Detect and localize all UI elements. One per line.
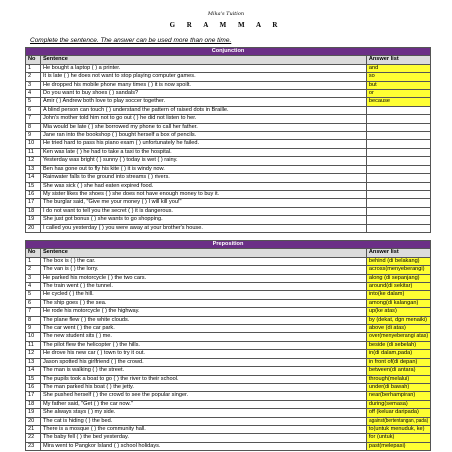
table-row (26, 425, 431, 433)
sentence-text: The burglar said, "Give me your money ( ) I will kill you!" (40, 199, 366, 207)
answer-option (366, 341, 430, 349)
answer-option (366, 325, 430, 333)
row-number: 19 (26, 216, 41, 224)
answer-option (366, 98, 430, 106)
sentence-text: Jason spotted his girlfriend ( ) the crowd. (40, 358, 366, 366)
table-row (26, 216, 431, 224)
answer-option (366, 266, 430, 274)
row-number: 1 (26, 64, 41, 72)
row-number: 17 (26, 392, 41, 400)
table-row (26, 266, 431, 274)
answer-option (366, 383, 430, 391)
answer-option (366, 174, 430, 182)
row-number: 12 (26, 157, 41, 165)
sentence-text: He tried hard to pass his piano exam ( ) unfortunately he failed. (40, 140, 366, 148)
answer-option (366, 316, 430, 324)
sentence-text: The man parked his boat ( ) the jetty. (40, 383, 366, 391)
table-row (26, 400, 431, 408)
sentence-text: Mia would be late ( ) she borrowed my phone to call her father. (40, 123, 366, 131)
row-number: 2 (26, 73, 41, 81)
row-number: 9 (26, 325, 41, 333)
answer-option-text: against(bertentangan, pada) (368, 417, 429, 424)
answer-option-text: to(untuk menuduk, ke) (368, 425, 425, 432)
row-number: 7 (26, 308, 41, 316)
answer-option (366, 123, 430, 131)
answer-option (366, 199, 430, 207)
answer-option-text: in front of(di depan) (368, 358, 418, 365)
conjunction-title: Conjunction (26, 48, 431, 56)
sentence-text: He cycled ( ) the hill. (40, 291, 366, 299)
table-row (26, 434, 431, 442)
table-row (26, 199, 431, 207)
table-row (26, 316, 431, 324)
row-number: 13 (26, 165, 41, 173)
column-header-no: No (26, 249, 41, 257)
answer-option (366, 224, 430, 232)
table-row (26, 115, 431, 123)
sentence-text: The baby fell ( ) the bed yesterday. (40, 434, 366, 442)
table-row (26, 98, 431, 106)
table-row (26, 358, 431, 366)
column-header-answer-list: Answer list (366, 249, 430, 257)
answer-option-text: along (di sepanjang) (368, 274, 420, 281)
table-row (26, 165, 431, 173)
answer-option-text: across(menyeberangi) (368, 266, 425, 273)
answer-option-text: up(ke atas) (368, 308, 397, 315)
answer-option (366, 417, 430, 425)
sentence-text: She was sick ( ) she had eaten expired food. (40, 182, 366, 190)
table-row (26, 291, 431, 299)
table-row (26, 409, 431, 417)
sentence-text: The box is ( ) the car. (40, 257, 366, 265)
answer-option (366, 207, 430, 215)
sentence-text: It is late ( ) he does not want to stop playing computer games. (40, 73, 366, 81)
answer-option (366, 299, 430, 307)
answer-option-text: past(melepasi) (368, 442, 406, 449)
sentence-text: He parked his motorcycle ( ) the two cars. (40, 274, 366, 282)
conjunction-section-header (26, 48, 431, 56)
sentence-text: The man is walking ( ) the street. (40, 367, 366, 375)
row-number: 5 (26, 291, 41, 299)
sentence-text: He rode his motorcycle ( ) the highway. (40, 308, 366, 316)
preposition-table (25, 240, 431, 451)
sentence-text: She always stays ( ) my side. (40, 409, 366, 417)
answer-option (366, 434, 430, 442)
table-row (26, 182, 431, 190)
sentence-text: Ken was late ( ) he had to take a taxi to the hospital. (40, 148, 366, 156)
answer-option (366, 375, 430, 383)
sentence-text: Jane ran into the bookshop ( ) bought herself a box of pencils. (40, 132, 366, 140)
sentence-text: The pilot flew the helicopter ( ) the hills. (40, 341, 366, 349)
table-row (26, 350, 431, 358)
answer-option (366, 81, 430, 89)
answer-option-text: but (368, 81, 377, 88)
table-row (26, 123, 431, 131)
sentence-text: There is a mosque ( ) the community hall. (40, 425, 366, 433)
row-number: 13 (26, 358, 41, 366)
answer-option (366, 308, 430, 316)
table-row (26, 64, 431, 72)
sentence-text: Rainwater falls to the ground into streams ( ) rivers. (40, 174, 366, 182)
row-number: 8 (26, 316, 41, 324)
row-number: 6 (26, 299, 41, 307)
answer-option-text: around(di sekitar) (368, 283, 413, 290)
row-number: 9 (26, 132, 41, 140)
sentence-text: Ben has gone out to fly his kite ( ) it is windy now. (40, 165, 366, 173)
row-number: 15 (26, 375, 41, 383)
answer-option (366, 132, 430, 140)
table-row (26, 190, 431, 198)
row-number: 10 (26, 333, 41, 341)
answer-option (366, 409, 430, 417)
table-row (26, 308, 431, 316)
table-row (26, 442, 431, 450)
answer-option-text: under(di bawah) (368, 383, 410, 390)
table-row (26, 299, 431, 307)
row-number: 22 (26, 434, 41, 442)
sentence-text: The new student sits ( ) me. (40, 333, 366, 341)
sentence-text: John's mother told him not to go out ( ) he did not listen to her. (40, 115, 366, 123)
answer-option (366, 190, 430, 198)
table-row (26, 392, 431, 400)
preposition-section-header (26, 241, 431, 249)
row-number: 21 (26, 425, 41, 433)
table-row (26, 325, 431, 333)
sentence-text: She just got bonus ( ) she wants to go shopping. (40, 216, 366, 224)
answer-option-text: by (dekat, dgn menaiki) (368, 316, 428, 323)
answer-option-text: off (keluar daripada) (368, 409, 419, 416)
answer-option (366, 90, 430, 98)
row-number: 4 (26, 283, 41, 291)
answer-option (366, 216, 430, 224)
table-row (26, 283, 431, 291)
answer-option-text: during(semasa) (368, 400, 408, 407)
table-row (26, 367, 431, 375)
answer-option-text: through(melalui) (368, 375, 410, 382)
row-number: 18 (26, 400, 41, 408)
answer-option (366, 425, 430, 433)
answer-option (366, 333, 430, 341)
table-row (26, 174, 431, 182)
answer-option-text: or (368, 90, 374, 97)
row-number: 20 (26, 417, 41, 425)
row-number: 20 (26, 224, 41, 232)
table-row (26, 106, 431, 114)
answer-option-text: above (di atas) (368, 325, 406, 332)
answer-option (366, 148, 430, 156)
sentence-text: Do you want to buy shoes ( ) sandals? (40, 90, 366, 98)
conjunction-column-headers (26, 56, 431, 64)
sentence-text: My sister likes the shoes ( ) she does not have enough money to buy it. (40, 190, 366, 198)
answer-option (366, 165, 430, 173)
sentence-text: The plane flew ( ) the white clouds. (40, 316, 366, 324)
answer-option (366, 442, 430, 450)
sentence-text: He drove his new car ( ) town to try it out. (40, 350, 366, 358)
table-row (26, 148, 431, 156)
table-row (26, 383, 431, 391)
answer-option (366, 291, 430, 299)
sentence-text: The van is ( ) the lorry. (40, 266, 366, 274)
sentence-text: She pushed herself ( ) the crowd to see the popular singer. (40, 392, 366, 400)
sentence-text: The pupils took a boat to go ( ) the river to their school. (40, 375, 366, 383)
table-row (26, 73, 431, 81)
answer-option (366, 400, 430, 408)
column-header-sentence: Sentence (40, 249, 366, 257)
row-number: 12 (26, 350, 41, 358)
sentence-text: My father said, "Get ( ) the car now." (40, 400, 366, 408)
answer-option-text: between(di antara) (368, 367, 416, 374)
table-row (26, 274, 431, 282)
answer-option (366, 350, 430, 358)
answer-option-text: beside (di sebelah) (368, 341, 417, 348)
tuition-name: Mika's Tuition (207, 11, 245, 17)
row-number: 1 (26, 257, 41, 265)
answer-option-text: because (368, 98, 390, 105)
row-number: 2 (26, 266, 41, 274)
answer-option-text: into(ke dalam) (368, 291, 405, 298)
row-number: 19 (26, 409, 41, 417)
row-number: 3 (26, 81, 41, 89)
row-number: 3 (26, 274, 41, 282)
column-header-no: No (26, 56, 41, 64)
row-number: 11 (26, 148, 41, 156)
row-number: 17 (26, 199, 41, 207)
sentence-text: Mira went to Pangkor Island ( ) school holidays. (40, 442, 366, 450)
column-header-sentence: Sentence (40, 56, 366, 64)
sentence-text: Amir ( ) Andrew both love to play soccer together. (40, 98, 366, 106)
preposition-column-headers (26, 249, 431, 257)
sentence-text: A blind person can touch ( ) understand the pattern of raised dots in Braille. (40, 106, 366, 114)
table-row (26, 132, 431, 140)
table-row (26, 417, 431, 425)
sentence-text: The cat is hiding ( ) the bed. (40, 417, 366, 425)
row-number: 16 (26, 190, 41, 198)
answer-option-text: in(di dalam,pada) (368, 350, 413, 357)
answer-option (366, 140, 430, 148)
table-row (26, 257, 431, 265)
answer-option (366, 367, 430, 375)
sentence-text: I called you yesterday ( ) you were away at your brother's house. (40, 224, 366, 232)
row-number: 5 (26, 98, 41, 106)
answer-option-text: behind (di belakang) (368, 257, 420, 264)
sentence-text: The car went ( ) the car park. (40, 325, 366, 333)
sentence-text: He bought a laptop ( ) a printer. (40, 64, 366, 72)
row-number: 7 (26, 115, 41, 123)
conjunction-table (25, 47, 431, 233)
answer-option (366, 106, 430, 114)
answer-option-text: among(di kalangan) (368, 299, 419, 306)
row-number: 6 (26, 106, 41, 114)
row-number: 8 (26, 123, 41, 131)
row-number: 15 (26, 182, 41, 190)
answer-option-text: and (368, 64, 379, 71)
table-row (26, 207, 431, 215)
sentence-text: Yesterday was bright ( ) sunny ( ) today is wet ( ) rainy. (40, 157, 366, 165)
table-row (26, 224, 431, 232)
answer-option (366, 392, 430, 400)
answer-option (366, 358, 430, 366)
table-row (26, 157, 431, 165)
row-number: 16 (26, 383, 41, 391)
sentence-text: The ship goes ( ) the sea. (40, 299, 366, 307)
table-row (26, 140, 431, 148)
page-title: G R A M M A R (169, 21, 283, 29)
row-number: 23 (26, 442, 41, 450)
sentence-text: He dropped his mobile phone many times ( ) it is now spoilt. (40, 81, 366, 89)
answer-option (366, 283, 430, 291)
table-row (26, 81, 431, 89)
answer-option (366, 115, 430, 123)
sentence-text: The train went ( ) the tunnel. (40, 283, 366, 291)
row-number: 4 (26, 90, 41, 98)
column-header-answer-list: Answer list (366, 56, 430, 64)
answer-option (366, 157, 430, 165)
row-number: 14 (26, 367, 41, 375)
table-row (26, 341, 431, 349)
instruction-text: Complete the sentence. The answer can be used more than one time. (30, 37, 232, 44)
row-number: 14 (26, 174, 41, 182)
row-number: 11 (26, 341, 41, 349)
table-row (26, 90, 431, 98)
answer-option (366, 257, 430, 265)
answer-option (366, 64, 430, 72)
table-row (26, 333, 431, 341)
table-row (26, 375, 431, 383)
row-number: 10 (26, 140, 41, 148)
answer-option (366, 73, 430, 81)
answer-option-text: near(berhampiran) (368, 392, 416, 399)
preposition-title: Preposition (26, 241, 431, 249)
answer-option-text: over(menyeberangi atas) (368, 333, 429, 340)
row-number: 18 (26, 207, 41, 215)
answer-option-text: for (untuk) (368, 434, 395, 441)
answer-option-text: so (368, 73, 375, 80)
answer-option (366, 182, 430, 190)
answer-option (366, 274, 430, 282)
sentence-text: I do not want to tell you the secret ( ) it is dangerous. (40, 207, 366, 215)
